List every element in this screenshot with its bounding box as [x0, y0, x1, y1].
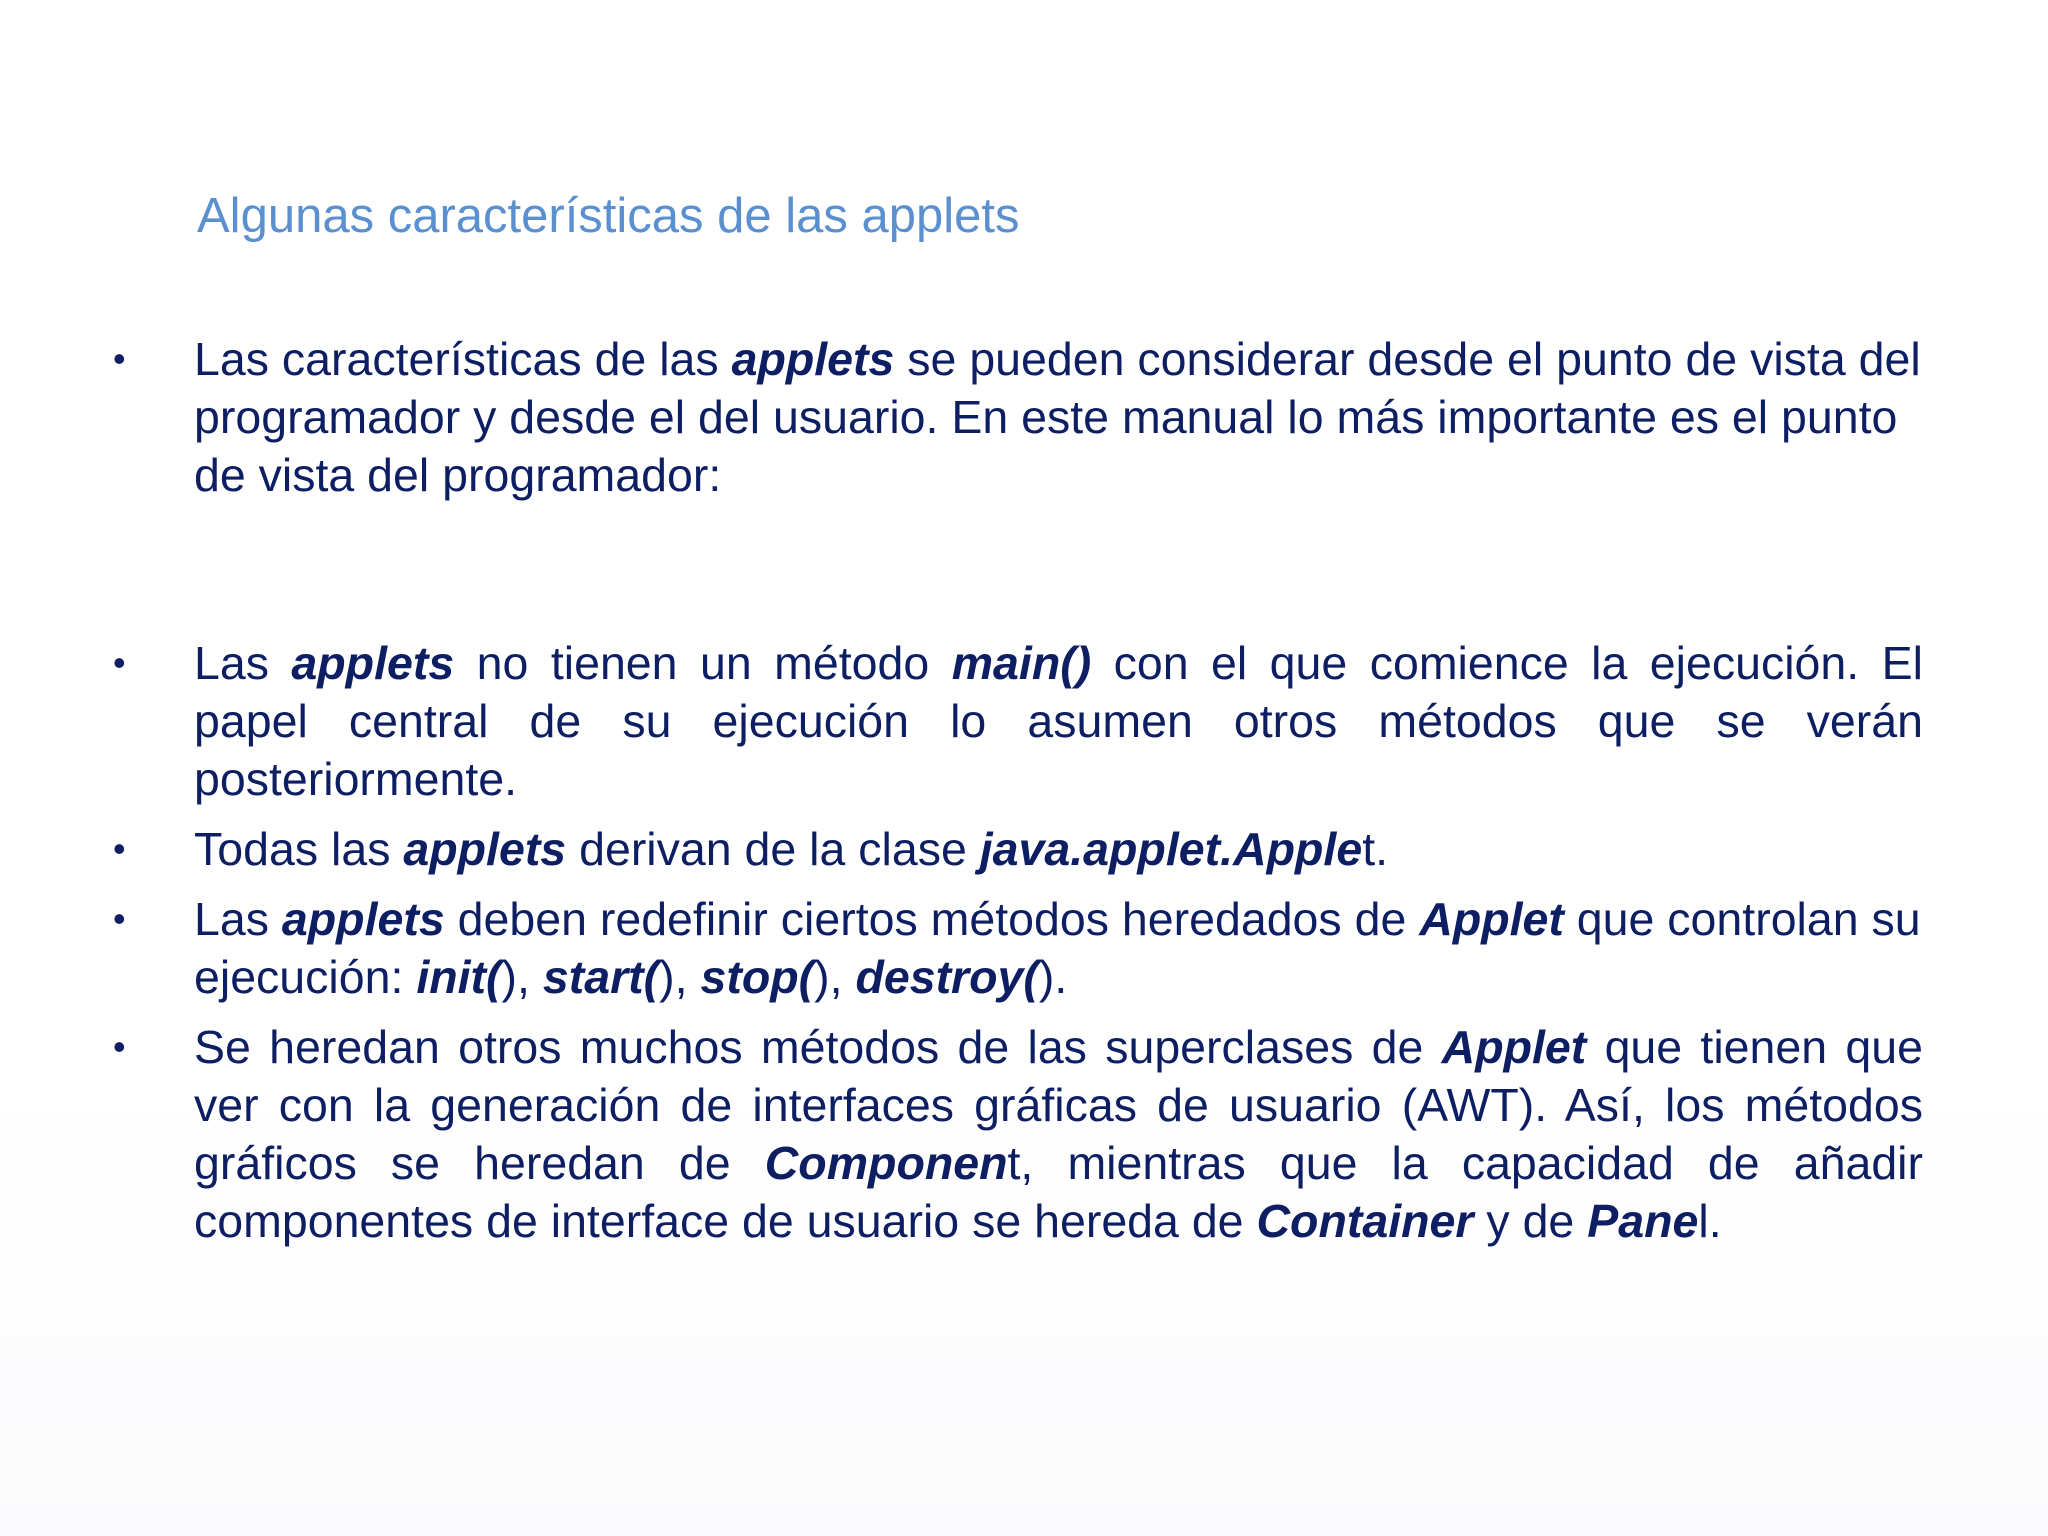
bullet-text: ), [659, 951, 701, 1003]
bullet-emphasis: applets [731, 333, 895, 385]
bullet-dot-icon: • [113, 642, 126, 683]
bullet-dot-icon: • [113, 1026, 126, 1067]
bullet-text: ), [814, 951, 856, 1003]
bullet-item [113, 330, 1923, 504]
bullet-emphasis: main() [951, 637, 1092, 689]
bullet-list [113, 330, 1923, 1250]
bullet-dot-icon: • [113, 898, 126, 939]
bullet-text: Las [194, 893, 282, 945]
bullet-emphasis: Container [1256, 1195, 1474, 1247]
bullet-text: ). [1038, 951, 1068, 1003]
bullet-text: Las [194, 637, 292, 689]
bullet-text: que controlan su ejecución: [194, 893, 1921, 1003]
bullet-emphasis: init( [416, 951, 502, 1003]
bullet-text: y de [1473, 1195, 1588, 1247]
bullet-text: no tienen un método [454, 637, 952, 689]
bullet-emphasis: Applet [1441, 1021, 1587, 1073]
bullet-dot-icon: • [113, 338, 126, 379]
bullet-text: se pueden considerar desde el punto de vista del programador y desde el del usuario. En este manual lo más importante es el punto de vista del programador: [194, 333, 1921, 501]
bullet-text: Se heredan otros muchos métodos de las superclases de [194, 1021, 1442, 1073]
bullet-item [113, 634, 1923, 808]
bullet-text: Las características de las [194, 333, 732, 385]
slide-title: Algunas características de las applets [197, 189, 1020, 243]
bullet-emphasis: applets [403, 823, 567, 875]
bullet-item [113, 820, 1923, 878]
bullet-emphasis: applets [281, 893, 445, 945]
bullet-text: l. [1698, 1195, 1722, 1247]
bullet-item [113, 890, 1923, 1006]
bullet-emphasis: Pane [1587, 1195, 1699, 1247]
bullet-text: ), [501, 951, 543, 1003]
bullet-emphasis: stop( [700, 951, 815, 1003]
bullet-emphasis: Applet [1419, 893, 1564, 945]
bullet-text: que tienen que ver con la generación de interfaces gráficas de usuario (AWT). Así, los métodos gráficos se heredan de [194, 1021, 1923, 1189]
bullet-emphasis: start( [542, 951, 660, 1003]
bullet-text: con el que comience la ejecución. El papel central de su ejecución lo asumen otros métodos que se verán posteriormente. [194, 637, 1923, 805]
bullet-text: Todas las [194, 823, 404, 875]
bullet-dot-icon: • [113, 828, 126, 869]
bullet-emphasis: applets [291, 637, 455, 689]
bullet-text: t. [1362, 823, 1389, 875]
bullet-emphasis: Componen [764, 1137, 1008, 1189]
bullet-text: derivan de la clase [566, 823, 980, 875]
bullet-emphasis: java.applet.Apple [979, 823, 1363, 875]
bullet-text: deben redefinir ciertos métodos heredados de [444, 893, 1420, 945]
bullet-item [113, 1018, 1923, 1250]
bullet-text: t, mientras que la capacidad de añadir componentes de interface de usuario se hereda de [194, 1137, 1923, 1247]
bullet-emphasis: destroy( [855, 951, 1039, 1003]
